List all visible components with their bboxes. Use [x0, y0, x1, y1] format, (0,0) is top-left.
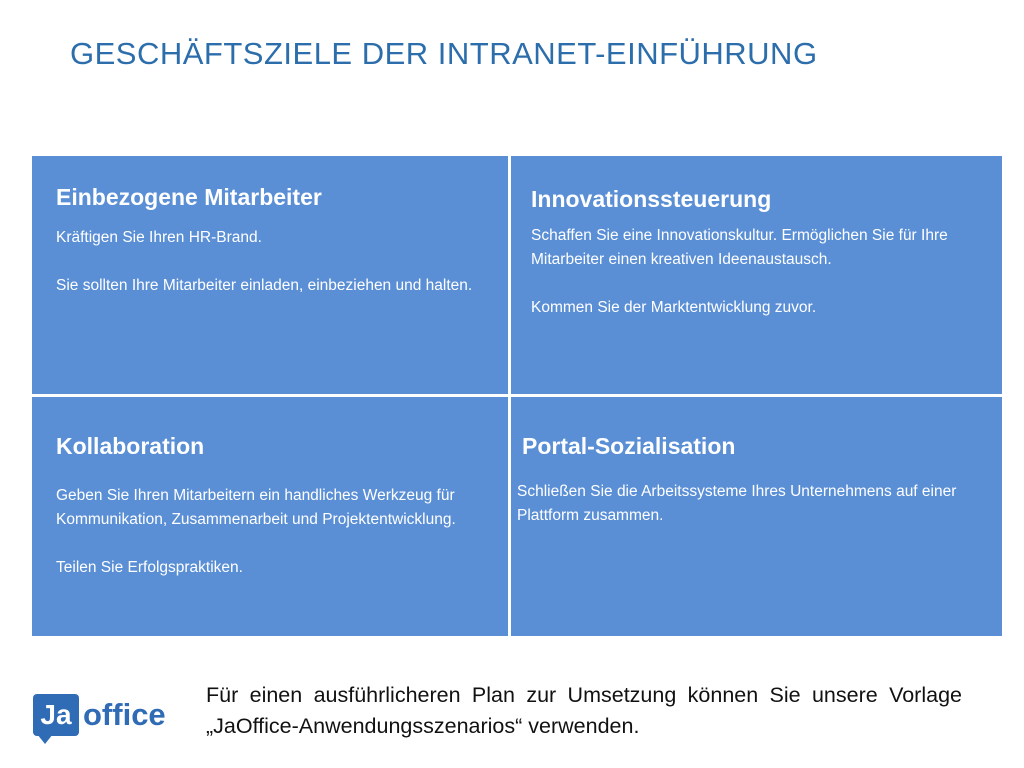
- logo-speech-bubble: Ja: [33, 694, 79, 736]
- goal-tile-portal-socialization: [511, 397, 1002, 636]
- goal-tile-engaged-employees: [32, 156, 508, 394]
- tile-paragraph: Kommen Sie der Marktentwicklung zuvor.: [531, 299, 817, 316]
- goal-tile-collaboration: [32, 397, 508, 636]
- jaoffice-logo: [33, 694, 183, 744]
- tile-paragraph: Geben Sie Ihren Mitarbeitern ein handliches Werkzeug für Kommunikation, Zusammenarbeit und Projektentwicklung.: [56, 487, 456, 528]
- tile-heading: Einbezogene Mitarbeiter: [56, 184, 322, 210]
- tile-description: [517, 480, 997, 528]
- speech-bubble-tail-icon: [37, 734, 53, 744]
- tile-paragraph: Sie sollten Ihre Mitarbeiter einladen, einbeziehen und halten.: [56, 277, 473, 294]
- tile-description: [531, 224, 961, 320]
- tile-paragraph: Kräftigen Sie Ihren HR-Brand.: [56, 229, 262, 246]
- logo-wordmark: office: [83, 697, 166, 732]
- tile-paragraph: Schaffen Sie eine Innovationskultur. Ermöglichen Sie für Ihre Mitarbeiter einen kreativen Ideenaustausch.: [531, 227, 948, 268]
- tile-heading: Innovationssteuerung: [531, 186, 772, 212]
- goal-tile-innovation-management: [511, 156, 1002, 394]
- tile-paragraph: Schließen Sie die Arbeitssysteme Ihres Unternehmens auf einer Plattform zusammen.: [517, 483, 957, 524]
- tile-paragraph: Teilen Sie Erfolgspraktiken.: [56, 559, 243, 576]
- tile-heading: Portal-Sozialisation: [522, 433, 736, 459]
- tile-description: [56, 484, 476, 580]
- tile-heading: Kollaboration: [56, 433, 205, 459]
- slide-title: GESCHÄFTSZIELE DER INTRANET-EINFÜHRUNG: [70, 36, 818, 71]
- tile-description: [56, 226, 476, 298]
- footer-note: Für einen ausführlicheren Plan zur Umsetzung können Sie unsere Vorlage „JaOffice-Anwendungsszenarios“ verwenden.: [206, 683, 962, 738]
